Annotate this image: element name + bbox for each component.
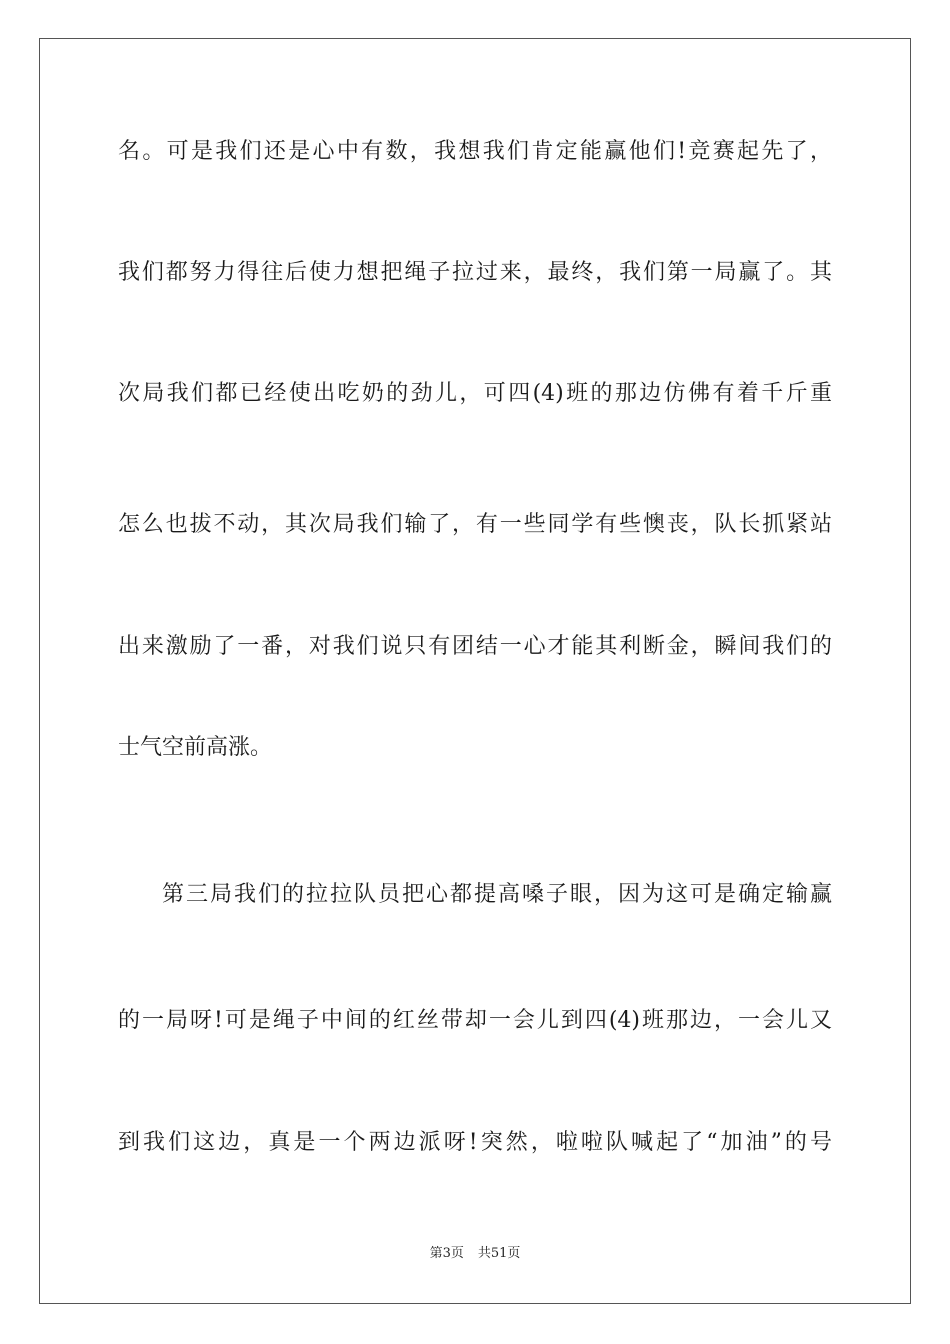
text-line-4: 怎么也拔不动，其次局我们输了，有一些同学有些懊丧，队长抓紧站 xyxy=(118,512,832,537)
page-total: 共51页 xyxy=(477,1246,521,1261)
text-line-6: 士气空前高涨。 xyxy=(118,735,273,760)
text-line-7: 第三局我们的拉拉队员把心都提高嗓子眼，因为这可是确定输赢 xyxy=(162,882,832,907)
text-line-2: 我们都努力得往后使力想把绳子拉过来，最终，我们第一局赢了。其 xyxy=(118,260,832,285)
text-line-9: 到我们这边，真是一个两边派呀!突然，啦啦队喊起了“加油”的号 xyxy=(118,1130,832,1155)
page-footer xyxy=(0,1245,950,1263)
page-border xyxy=(39,38,911,1304)
text-line-5: 出来激励了一番，对我们说只有团结一心才能其利断金，瞬间我们的 xyxy=(118,634,832,659)
text-line-1: 名。可是我们还是心中有数，我想我们肯定能赢他们!竞赛起先了， xyxy=(118,139,832,164)
page-number: 第3页 xyxy=(429,1246,464,1261)
text-line-3: 次局我们都已经使出吃奶的劲儿，可四(4)班的那边仿佛有着千斤重 xyxy=(118,381,832,406)
text-line-8: 的一局呀!可是绳子中间的红丝带却一会儿到四(4)班那边，一会儿又 xyxy=(118,1008,832,1033)
